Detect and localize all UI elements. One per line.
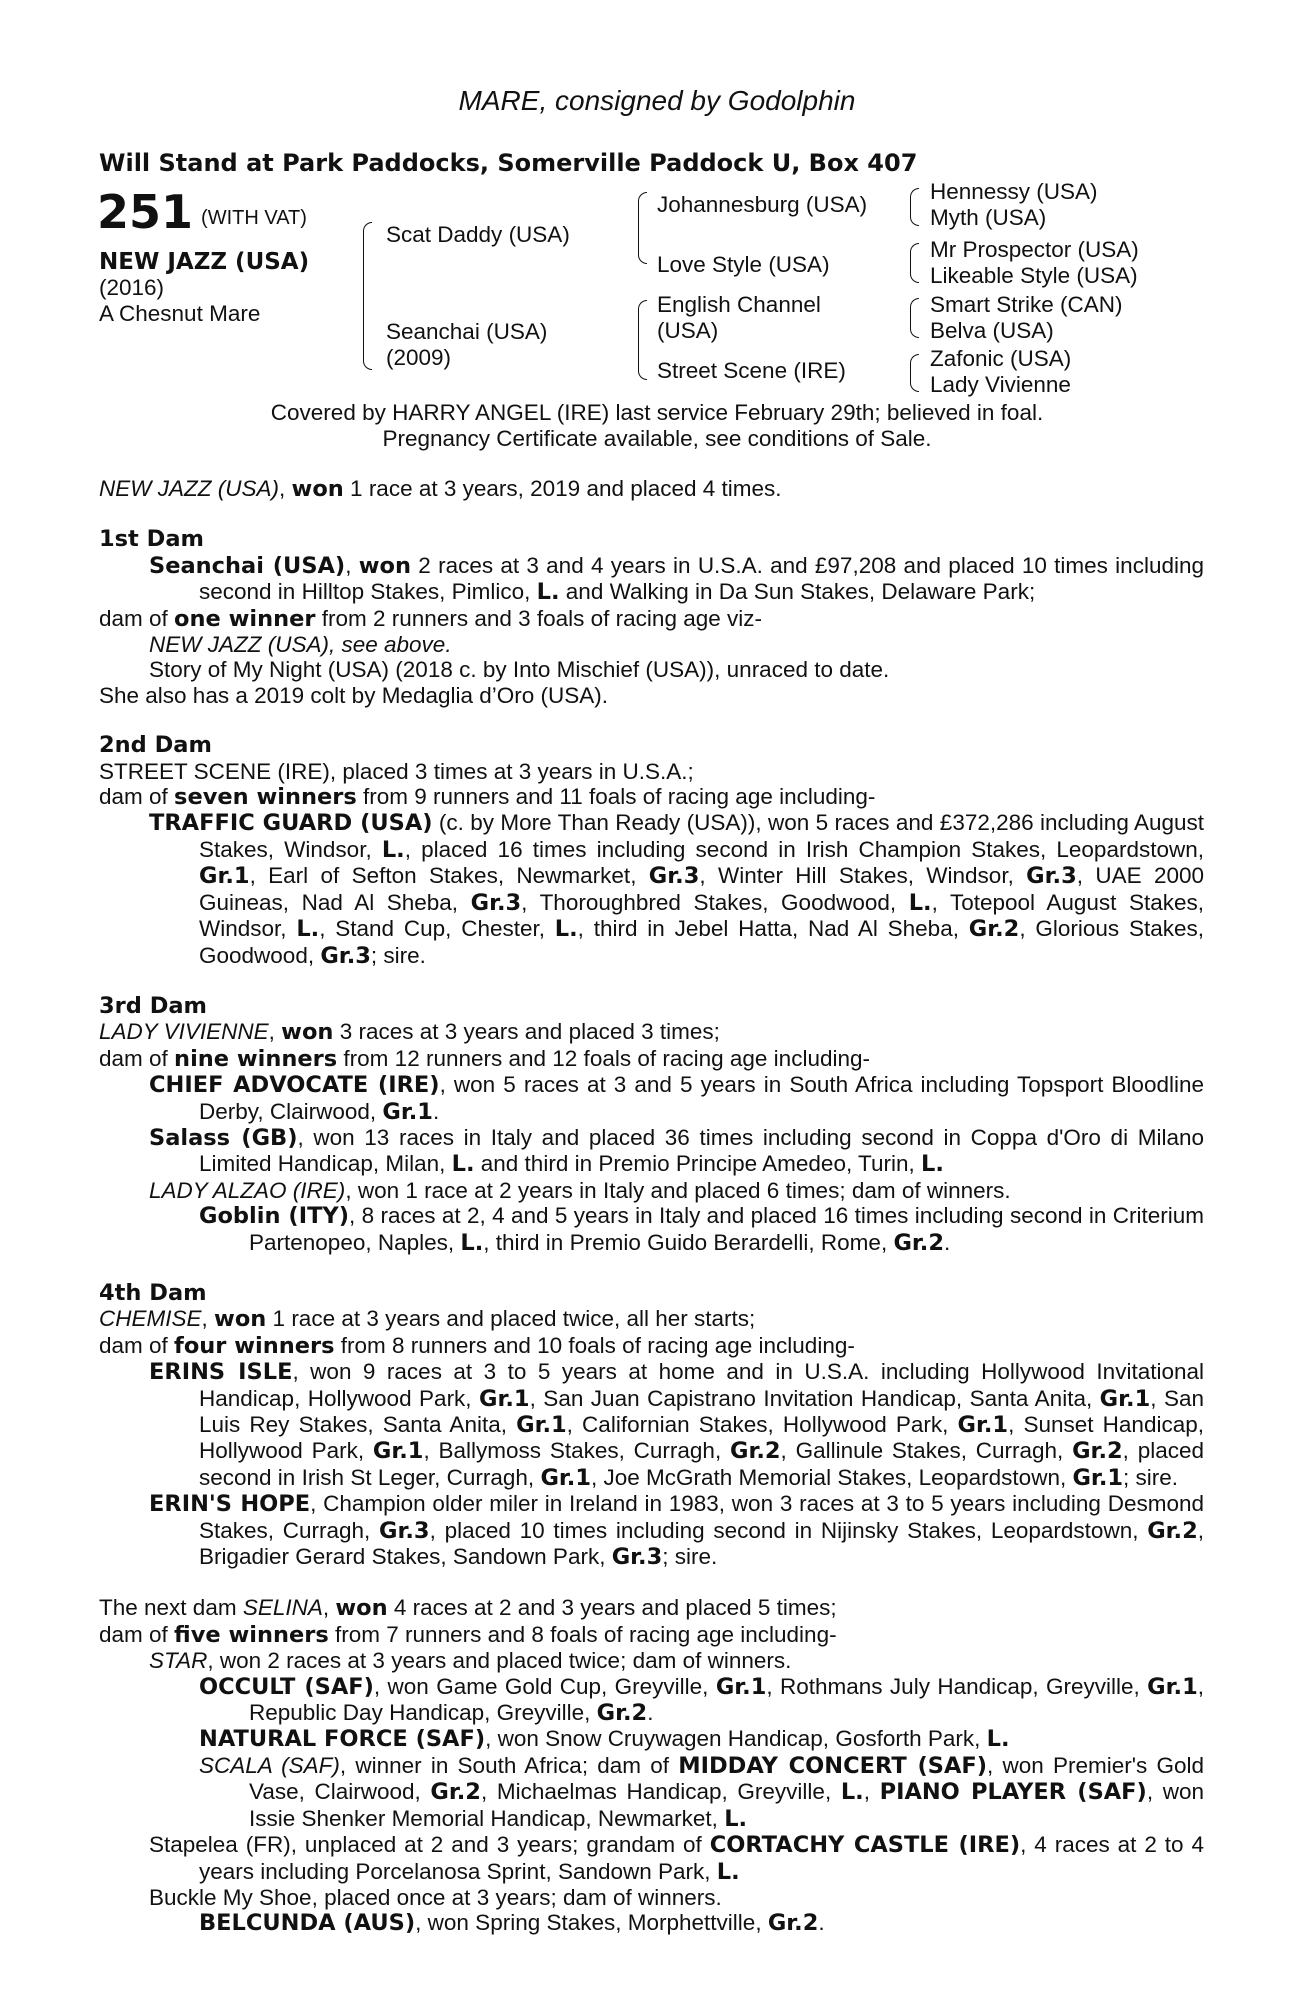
next-dam-produce: dam of five winners from 7 runners and 8 foals of racing age including-	[99, 1621, 837, 1648]
dam3-goblin: Goblin (ITY), 8 races at 2, 4 and 5 years in Italy and placed 16 times including second in Criterium Partenopeo, Naples, L., third in Premio Guido Berardelli, Rome, Gr.2.	[199, 1203, 1204, 1256]
pedigree-dam-dam: Street Scene (IRE)	[657, 358, 846, 383]
pedigree-dsd: Belva (USA)	[930, 318, 1054, 343]
dam1-foal-3: She also has a 2019 colt by Medaglia d’Oro (USA).	[99, 682, 609, 708]
pedigree-sds: Mr Prospector (USA)	[930, 237, 1139, 262]
dam2-traffic-guard: TRAFFIC GUARD (USA) (c. by More Than Ready (USA)), won 5 races and £372,286 including August Stakes, Windsor, L., placed 16 times including second in Irish Champion Stakes, Leopardstown, Gr.1, Earl of Sefton Stakes, Newmarket, Gr.3, Winter Hill Stakes, Windsor, Gr.3, UAE 2000 Guineas, Nad Al Sheba, Gr.3, Thoroughbred Stakes, Goodwood, L., Totepool August Stakes, Windsor, L., Stand Cup, Chester, L., third in Jebel Hatta, Nad Al Sheba, Gr.2, Glorious Stakes, Goodwood, Gr.3; sire.	[149, 810, 1205, 969]
lot-year: (2016)	[99, 275, 165, 300]
lot-number	[97, 186, 307, 244]
pedigree-dss: Smart Strike (CAN)	[930, 292, 1123, 317]
dam4-erins-hope: ERIN'S HOPE, Champion older miler in Ireland in 1983, won 3 races at 3 to 5 years including Desmond Stakes, Curragh, Gr.3, placed 10 times including second in Nijinsky Stakes, Leopardstown, Gr.2, Brigadier Gerard Stakes, Sandown Park, Gr.3; sire.	[149, 1491, 1205, 1571]
dam4-record: CHEMISE, won 1 race at 3 years and placed twice, all her starts;	[99, 1306, 756, 1333]
dam1-foal-1: NEW JAZZ (USA), see above.	[149, 632, 452, 658]
section-heading-4th-dam: 4th Dam	[99, 1279, 207, 1306]
dam3-lady-alzao: LADY ALZAO (IRE), won 1 race at 2 years in Italy and placed 6 times; dam of winners.	[149, 1177, 1011, 1203]
pedigree-dam-sire-country: (USA)	[657, 318, 719, 343]
lot-horse-name: NEW JAZZ (USA)	[99, 249, 310, 275]
pedigree-sdd: Likeable Style (USA)	[930, 263, 1138, 288]
dam3-record: LADY VIVIENNE, won 3 races at 3 years and placed 3 times;	[99, 1019, 720, 1046]
pedigree-brace	[638, 192, 647, 264]
next-stapelea: Stapelea (FR), unplaced at 2 and 3 years; grandam of CORTACHY CASTLE (IRE), 4 races at 2 to 4 years including Porcelanosa Sprint, Sandown Park, L.	[149, 1832, 1204, 1885]
stand-location: Will Stand at Park Paddocks, Somerville Paddock U, Box 407	[99, 149, 918, 177]
page-header-title: MARE, consigned by Godolphin	[458, 85, 856, 116]
next-dam-record: The next dam SELINA, won 4 races at 2 and 3 years and placed 5 times;	[99, 1595, 837, 1622]
dam2-produce: dam of seven winners from 9 runners and 11 foals of racing age including-	[99, 784, 876, 811]
summary-line: NEW JAZZ (USA), won 1 race at 3 years, 2019 and placed 4 times.	[99, 476, 782, 502]
section-heading-2nd-dam: 2nd Dam	[99, 732, 212, 759]
section-heading-3rd-dam: 3rd Dam	[99, 992, 207, 1019]
pregnancy-line: Pregnancy Certificate available, see conditions of Sale.	[382, 426, 932, 451]
pedigree-dds: Zafonic (USA)	[930, 346, 1072, 371]
pedigree-brace	[910, 243, 919, 283]
pedigree-brace	[363, 222, 372, 370]
next-star: STAR, won 2 races at 3 years and placed twice; dam of winners.	[149, 1648, 792, 1674]
next-natural-force: NATURAL FORCE (SAF), won Snow Cruywagen Handicap, Gosforth Park, L.	[199, 1726, 1010, 1753]
pedigree-ddd: Lady Vivienne	[930, 372, 1071, 397]
dam2-record: STREET SCENE (IRE), placed 3 times at 3 years in U.S.A.;	[99, 758, 694, 784]
pedigree-sire-dam: Love Style (USA)	[657, 252, 830, 277]
next-scala: SCALA (SAF), winner in South Africa; dam of MIDDAY CONCERT (SAF), won Premier's Gold Vase, Clairwood, Gr.2, Michaelmas Handicap, Greyville, L., PIANO PLAYER (SAF), won Issie Shenker Memorial Handicap, Newmarket, L.	[199, 1752, 1204, 1832]
pedigree-dam-sire: English Channel	[657, 292, 821, 317]
pedigree-sire: Scat Daddy (USA)	[386, 222, 570, 247]
next-buckle-my-shoe: Buckle My Shoe, placed once at 3 years; dam of winners.	[149, 1884, 722, 1910]
lot-number-value: 251	[97, 185, 194, 239]
dam3-chief-advocate: CHIEF ADVOCATE (IRE), won 5 races at 3 and 5 years in South Africa including Topsport Bloodline Derby, Clairwood, Gr.1.	[149, 1072, 1204, 1125]
pedigree-sire-sire: Johannesburg (USA)	[657, 192, 868, 217]
lot-vat-label: (WITH VAT)	[201, 207, 307, 229]
dam4-erins-isle: ERINS ISLE, won 9 races at 3 to 5 years at home and in U.S.A. including Hollywood Invitational Handicap, Hollywood Park, Gr.1, San Juan Capistrano Invitation Handicap, Santa Anita, Gr.1, San Luis Rey Stakes, Santa Anita, Gr.1, Californian Stakes, Hollywood Park, Gr.1, Sunset Handicap, Hollywood Park, Gr.1, Ballymoss Stakes, Curragh, Gr.2, Gallinule Stakes, Curragh, Gr.2, placed second in Irish St Leger, Curragh, Gr.1, Joe McGrath Memorial Stakes, Leopardstown, Gr.1; sire.	[149, 1359, 1204, 1491]
pedigree-dam-year: (2009)	[386, 345, 452, 370]
pedigree-brace	[910, 354, 919, 392]
catalogue-body	[99, 476, 1204, 1937]
lot-description: A Chesnut Mare	[99, 301, 261, 326]
next-occult: OCCULT (SAF), won Game Gold Cup, Greyville, Gr.1, Rothmans July Handicap, Greyville, Gr.1, Republic Day Handicap, Greyville, Gr.2.	[199, 1673, 1204, 1727]
pedigree-dam: Seanchai (USA)	[386, 319, 548, 344]
pedigree-sss: Hennessy (USA)	[930, 179, 1098, 204]
pedigree-ssd: Myth (USA)	[930, 205, 1047, 230]
next-belcunda: BELCUNDA (AUS), won Spring Stakes, Morphettville, Gr.2.	[199, 1910, 825, 1937]
section-heading-1st-dam: 1st Dam	[99, 526, 204, 553]
pedigree-brace	[910, 188, 919, 226]
dam1-produce: dam of one winner from 2 runners and 3 foals of racing age viz-	[99, 605, 762, 632]
dam4-produce: dam of four winners from 8 runners and 10 foals of racing age including-	[99, 1332, 855, 1359]
pedigree-brace	[910, 298, 919, 338]
dam1-record: Seanchai (USA), won 2 races at 3 and 4 years in U.S.A. and £97,208 and placed 10 times including second in Hilltop Stakes, Pimlico, L. and Walking in Da Sun Stakes, Delaware Park;	[149, 552, 1204, 606]
covered-line: Covered by HARRY ANGEL (IRE) last service February 29th; believed in foal.	[270, 400, 1044, 425]
dam1-foal-2: Story of My Night (USA) (2018 c. by Into Mischief (USA)), unraced to date.	[149, 657, 890, 683]
dam3-produce: dam of nine winners from 12 runners and 12 foals of racing age including-	[99, 1045, 870, 1072]
pedigree-brace	[638, 300, 647, 380]
dam3-salass: Salass (GB), won 13 races in Italy and placed 36 times including second in Coppa d'Oro di Milano Limited Handicap, Milan, L. and third in Premio Principe Amedeo, Turin, L.	[149, 1124, 1204, 1178]
